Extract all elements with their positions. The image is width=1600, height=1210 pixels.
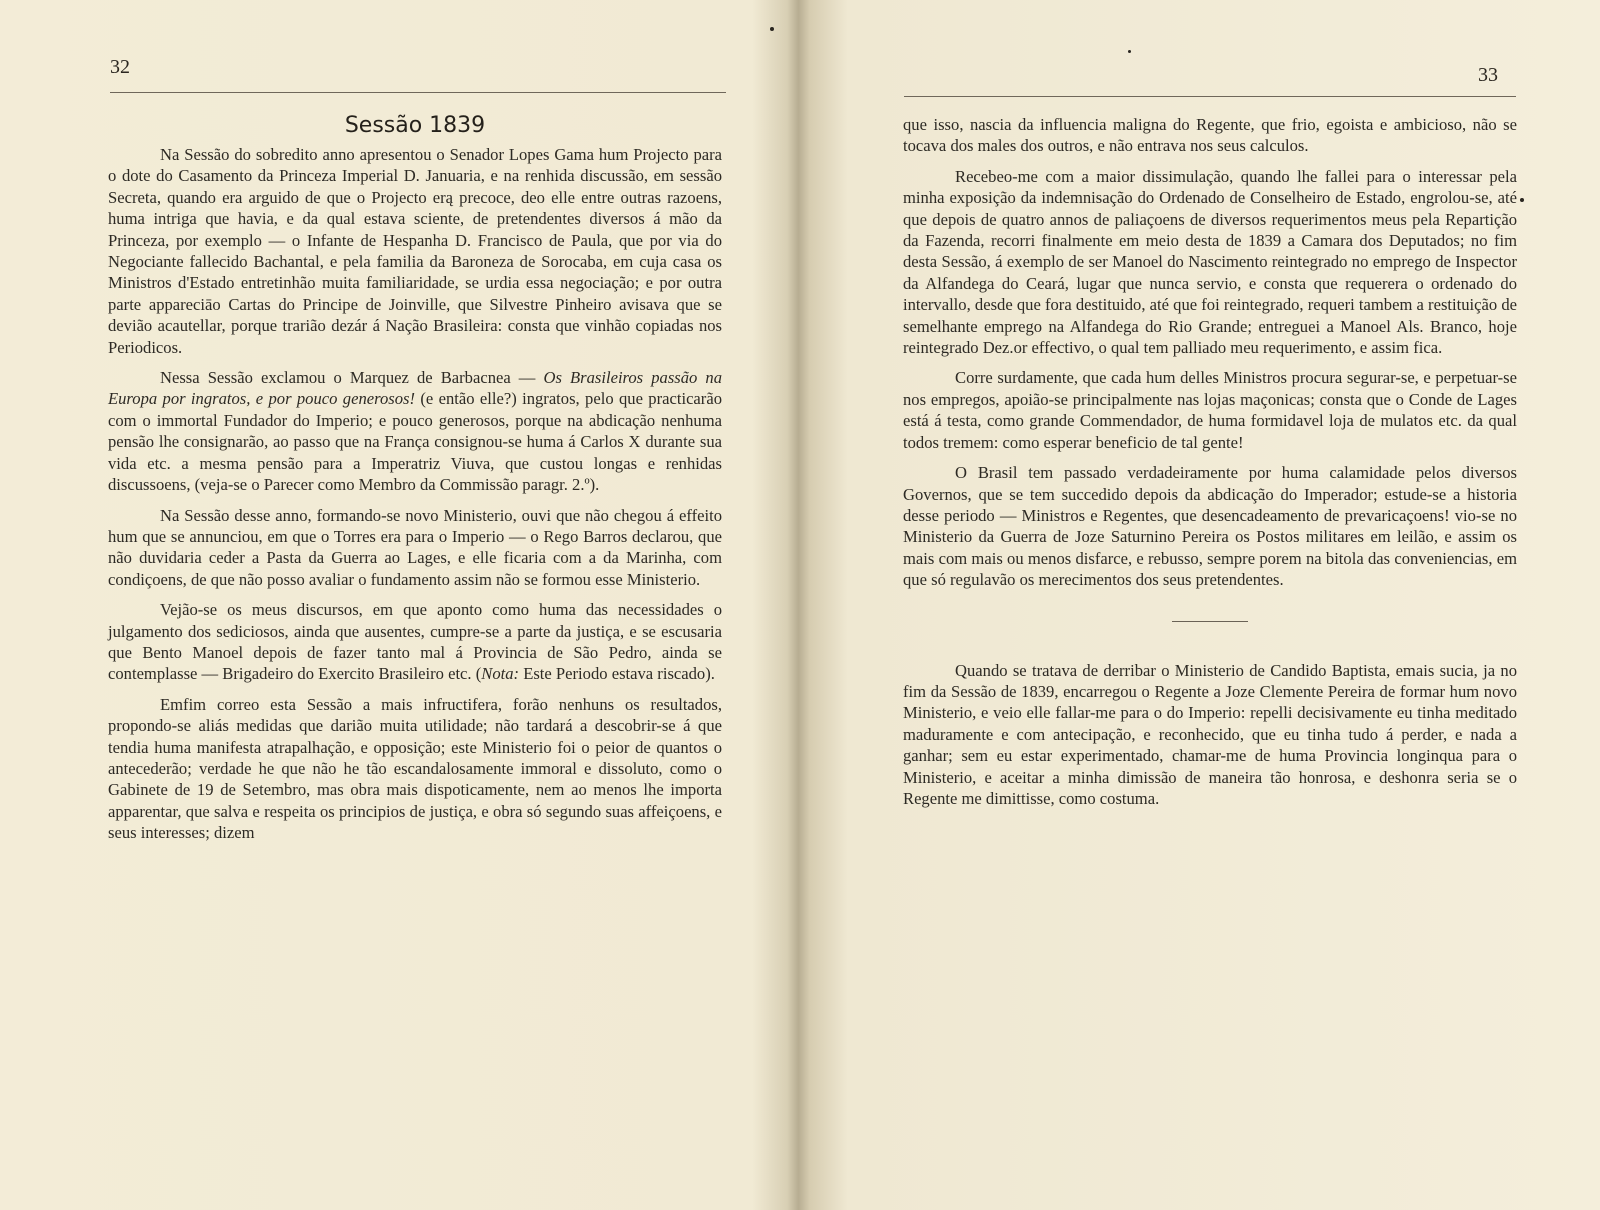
header-rule-right [904, 96, 1516, 97]
paragraph: Corre surdamente, que cada hum delles Ministros procura segurar-se, e perpetuar-se nos empregos, apoião-se principalmente nas lojas maçonicas; consta que o Conde de Lages está á testa, como grande Commendador, de huma formidavel loja de mulatos etc. da qual todos tremem: como esperar beneficio de tal gente! [903, 368, 1517, 452]
paragraph: Na Sessão do sobredito anno apresentou o Senador Lopes Gama hum Projecto para o dote do Casamento da Princeza Imperial D. Januaria, e na renhida discussão, em sessão Secreta, quando era arguido de que o Projecto erą precoce, deo elle entre outras razoens, huma intriga que havia, e da qual estava sciente, de pretendentes diversos á mão da Princeza, por exemplo — o Infante de Hespanha D. Francisco de Paula, que por via do Negociante fallecido Bachantal, e pela familia da Baroneza de Sorocaba, em cuja casa os Ministros d'Estado entretinhão muita familiaridade, se urdia essa negociação; e por outra parte appareciāo Cartas do Principe de Joinville, que Silvestre Pinheiro avisava que se devião acautellar, porque trarião dezár á Nação Brasileira: consta que vinhão copiadas nos Periodicos. [108, 145, 722, 357]
paragraph [108, 367, 722, 495]
paragraph: que isso, nascia da influencia maligna do Regente, que frio, egoista e ambicioso, não se tocava dos males dos outros, e não entrava nos seus calculos. [903, 115, 1517, 156]
page-number-left: 32 [110, 56, 130, 78]
paragraph: Quando se tratava de derribar o Ministerio de Candido Baptista, emais sucia, ja no fim da Sessão de 1839, encarregou o Regente a Joze Clemente Pereira de formar hum novo Ministerio, e veio elle fallar-me para o do Imperio: repelli decisivamente eu tinha meditado maduramente e com antecipação, e reconhecido, que eu tinha tudo á perder, e nada a ganhar; sem eu estar experimentado, chamar-me de huma Provincia longinqua para o Ministerio, e aceitar a minha dimissão de maneira tão honrosa, e deshonra seria se o Regente me dimittisse, como costuma. [903, 660, 1517, 808]
italic-note: Nota: [481, 664, 520, 684]
italic-quote: Os Brasileiros passão na Europa por ingratos, e por pouco generosos! [108, 368, 722, 409]
paragraph: O Brasil tem passado verdadeiramente por huma calamidade pelos diversos Governos, que se tem succedido depois da abdicação do Imperador; estude-se a historia desse periodo — Ministros e Regentes, que desencadeamento de prevaricaçoens! vio-se no Ministerio da Guerra de Joze Saturnino Pereira os Postos militares em leilão, e assim os mais com mais ou menos disfarce, e rebusso, sempre porem na bitola das conveniencias, em que só regulavão os merecimentos dos seus pretendentes. [903, 463, 1517, 590]
right-text-column [903, 114, 1517, 818]
paragraph: Na Sessão desse anno, formando-se novo Ministerio, ouvi que não chegou á effeito hum que se annunciou, em que o Torres era para o Imperio — o Rego Barros declarou, que não duvidaria ceder a Pasta da Guerra ao Lages, e elle ficaria com a da Marinha, com condiçoens, de que não posso avaliar o fundamento assim não se formou esse Ministerio. [108, 505, 722, 589]
ink-speck [770, 27, 774, 31]
right-page [800, 0, 1600, 1210]
paragraph-text: Este Periodo estava riscado). [519, 664, 715, 684]
section-heading: Sessão 1839 [344, 113, 486, 138]
paragraph-text: Nessa Sessão exclamou o Marquez de Barbacnea — [160, 368, 544, 388]
paragraph: Emfim correo esta Sessão a mais infructifera, forão nenhuns os resultados, propondo-se aliás medidas que darião muita utilidade; não tardará a descobrir-se á que tendia huma manifesta atrapalhação, e opposição; este Ministerio foi o peior de quantos o antecederão; verdade he que não he tão escandalosamente immoral e dissoluto, como o Gabinete de 19 de Setembro, mas obra mais dispoticamente, nem ao menos lhe importa apparentar, que salva e respeita os principios de justiça, e obra só segundo suas affeiçoens, e seus interesses; dizem [108, 694, 722, 843]
ink-speck [1520, 198, 1524, 202]
section-separator [1172, 621, 1248, 622]
header-rule-left [110, 92, 726, 93]
paragraph: Recebeo-me com a maior dissimulação, quando lhe fallei para o interessar pela minha exposição da indemnisação do Ordenado de Conselheiro de Estado, engrolou-se, até que depois de quatro annos de paliaçoens de diversos requerimentos meus pela Repartição da Fazenda, recorri finalmente em meio desta de 1839 a Camara dos Deputados; no fim desta Sessão, á exemplo de ser Manoel do Nascimento reintegrado no emprego de Inspector da Alfandega do Ceará, lugar que nunca servio, e consta que requerera o ordenado do intervallo, desde que fora destituido, até que foi reintegrado, requeri tambem a restituição de semelhante emprego na Alfandega do Rio Grande; entreguei a Manoel Als. Branco, hoje reintegrado Dez.or effectivo, o qual tem palliado meu requerimento, e assim fica. [903, 166, 1517, 358]
paragraph-text: (e então elle?) ingratos, pelo que practicarão com o immortal Fundador do Imperio; e pouco generosos, porque na abdicação nenhuma pensão lhe consignarão, ao passo que na França consignou-se huma á Carlos X durante sua vida etc. a mesma pensão para a Imperatriz Viuva, que custou longas e renhidas discussoens, (veja-se o Parecer como Membro da Commissão paragr. 2.º). [108, 389, 722, 495]
ink-speck [1128, 50, 1131, 53]
paragraph [108, 599, 722, 685]
paragraph-text: Vejão-se os meus discursos, em que aponto como huma das necessidades o julgamento dos sediciosos, ainda que ausentes, cumpre-se a parte da justiça, e se escusaria que Bento Manoel depois de fazer tanto mal á Provincia de São Pedro, ainda se contemplasse — Brigadeiro do Exercito Brasileiro etc. ( [108, 600, 722, 684]
left-text-column [108, 110, 722, 853]
page-number-right: 33 [1478, 64, 1498, 86]
